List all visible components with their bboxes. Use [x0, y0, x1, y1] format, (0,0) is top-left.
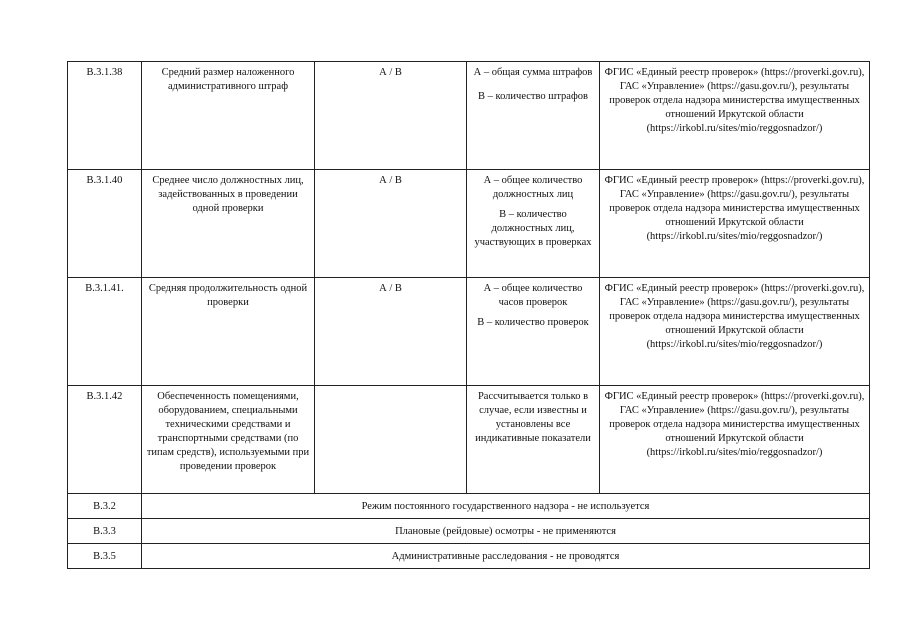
- table-row: [68, 278, 870, 386]
- indicators-table: [67, 61, 870, 569]
- description-a: Рассчитывается только в случае, если известны и установлены все индикативные показатели: [475, 391, 591, 444]
- table-row: [68, 386, 870, 494]
- indicator-name: Средний размер наложенного административного штраф: [142, 62, 315, 170]
- description-b: В – количество должностных лиц, участвующих в проверках: [474, 209, 592, 248]
- indicator-formula: А / В: [315, 170, 467, 278]
- indicator-formula: [315, 386, 467, 494]
- source-link: (https://irkobl.ru/sites/mio/reggosnadzor/): [646, 447, 823, 458]
- section-code: В.3.2: [68, 494, 142, 519]
- indicator-code: В.3.1.41.: [68, 278, 142, 386]
- section-text: Режим постоянного государственного надзора - не используется: [142, 494, 870, 519]
- section-code: В.3.5: [68, 544, 142, 569]
- indicator-formula: А / В: [315, 278, 467, 386]
- indicator-formula: А / В: [315, 62, 467, 170]
- description-b: В – количество проверок: [477, 317, 589, 328]
- section-row: [68, 519, 870, 544]
- description-a: А – общая сумма штрафов: [473, 67, 593, 78]
- section-row: [68, 544, 870, 569]
- indicator-name: Обеспеченность помещениями, оборудованием, специальными техническими средствами и транспортными средствами (по типам средств), используемыми при проведении проверок: [142, 386, 315, 494]
- data-source: [600, 170, 870, 278]
- data-source: [600, 278, 870, 386]
- indicator-code: В.3.1.40: [68, 170, 142, 278]
- section-row: [68, 494, 870, 519]
- indicator-name: Среднее число должностных лиц, задействованных в проведении одной проверки: [142, 170, 315, 278]
- data-source: [600, 62, 870, 170]
- formula-description: [467, 386, 600, 494]
- formula-description: [467, 170, 600, 278]
- indicator-code: В.3.1.38: [68, 62, 142, 170]
- data-source: [600, 386, 870, 494]
- section-text: Административные расследования - не проводятся: [142, 544, 870, 569]
- section-code: В.3.3: [68, 519, 142, 544]
- section-text: Плановые (рейдовые) осмотры - не применяются: [142, 519, 870, 544]
- source-text: ФГИС «Единый реестр проверок» (https://proverki.gov.ru), ГАС «Управление» (https://gasu.gov.ru/), результаты проверок отдела надзора министерства имущественных отношений Иркутской области: [604, 67, 865, 120]
- formula-description: [467, 62, 600, 170]
- source-link: (https://irkobl.ru/sites/mio/reggosnadzor/): [646, 231, 823, 242]
- source-text: ФГИС «Единый реестр проверок» (https://proverki.gov.ru), ГАС «Управление» (https://gasu.gov.ru/), результаты проверок отдела надзора министерства имущественных отношений Иркутской области: [604, 175, 865, 228]
- table-row: [68, 170, 870, 278]
- description-a: А – общее количество должностных лиц: [483, 175, 583, 200]
- source-link: (https://irkobl.ru/sites/mio/reggosnadzor/): [646, 339, 823, 350]
- formula-description: [467, 278, 600, 386]
- source-text: ФГИС «Единый реестр проверок» (https://proverki.gov.ru), ГАС «Управление» (https://gasu.gov.ru/), результаты проверок отдела надзора министерства имущественных отношений Иркутской области: [604, 391, 865, 444]
- indicator-name: Средняя продолжительность одной проверки: [142, 278, 315, 386]
- source-text: ФГИС «Единый реестр проверок» (https://proverki.gov.ru), ГАС «Управление» (https://gasu.gov.ru/), результаты проверок отдела надзора министерства имущественных отношений Иркутской области: [604, 283, 865, 336]
- description-a: А – общее количество часов проверок: [483, 283, 583, 308]
- description-b: В – количество штрафов: [478, 91, 588, 102]
- table-row: [68, 62, 870, 170]
- source-link: (https://irkobl.ru/sites/mio/reggosnadzor/): [646, 123, 823, 134]
- indicator-code: В.3.1.42: [68, 386, 142, 494]
